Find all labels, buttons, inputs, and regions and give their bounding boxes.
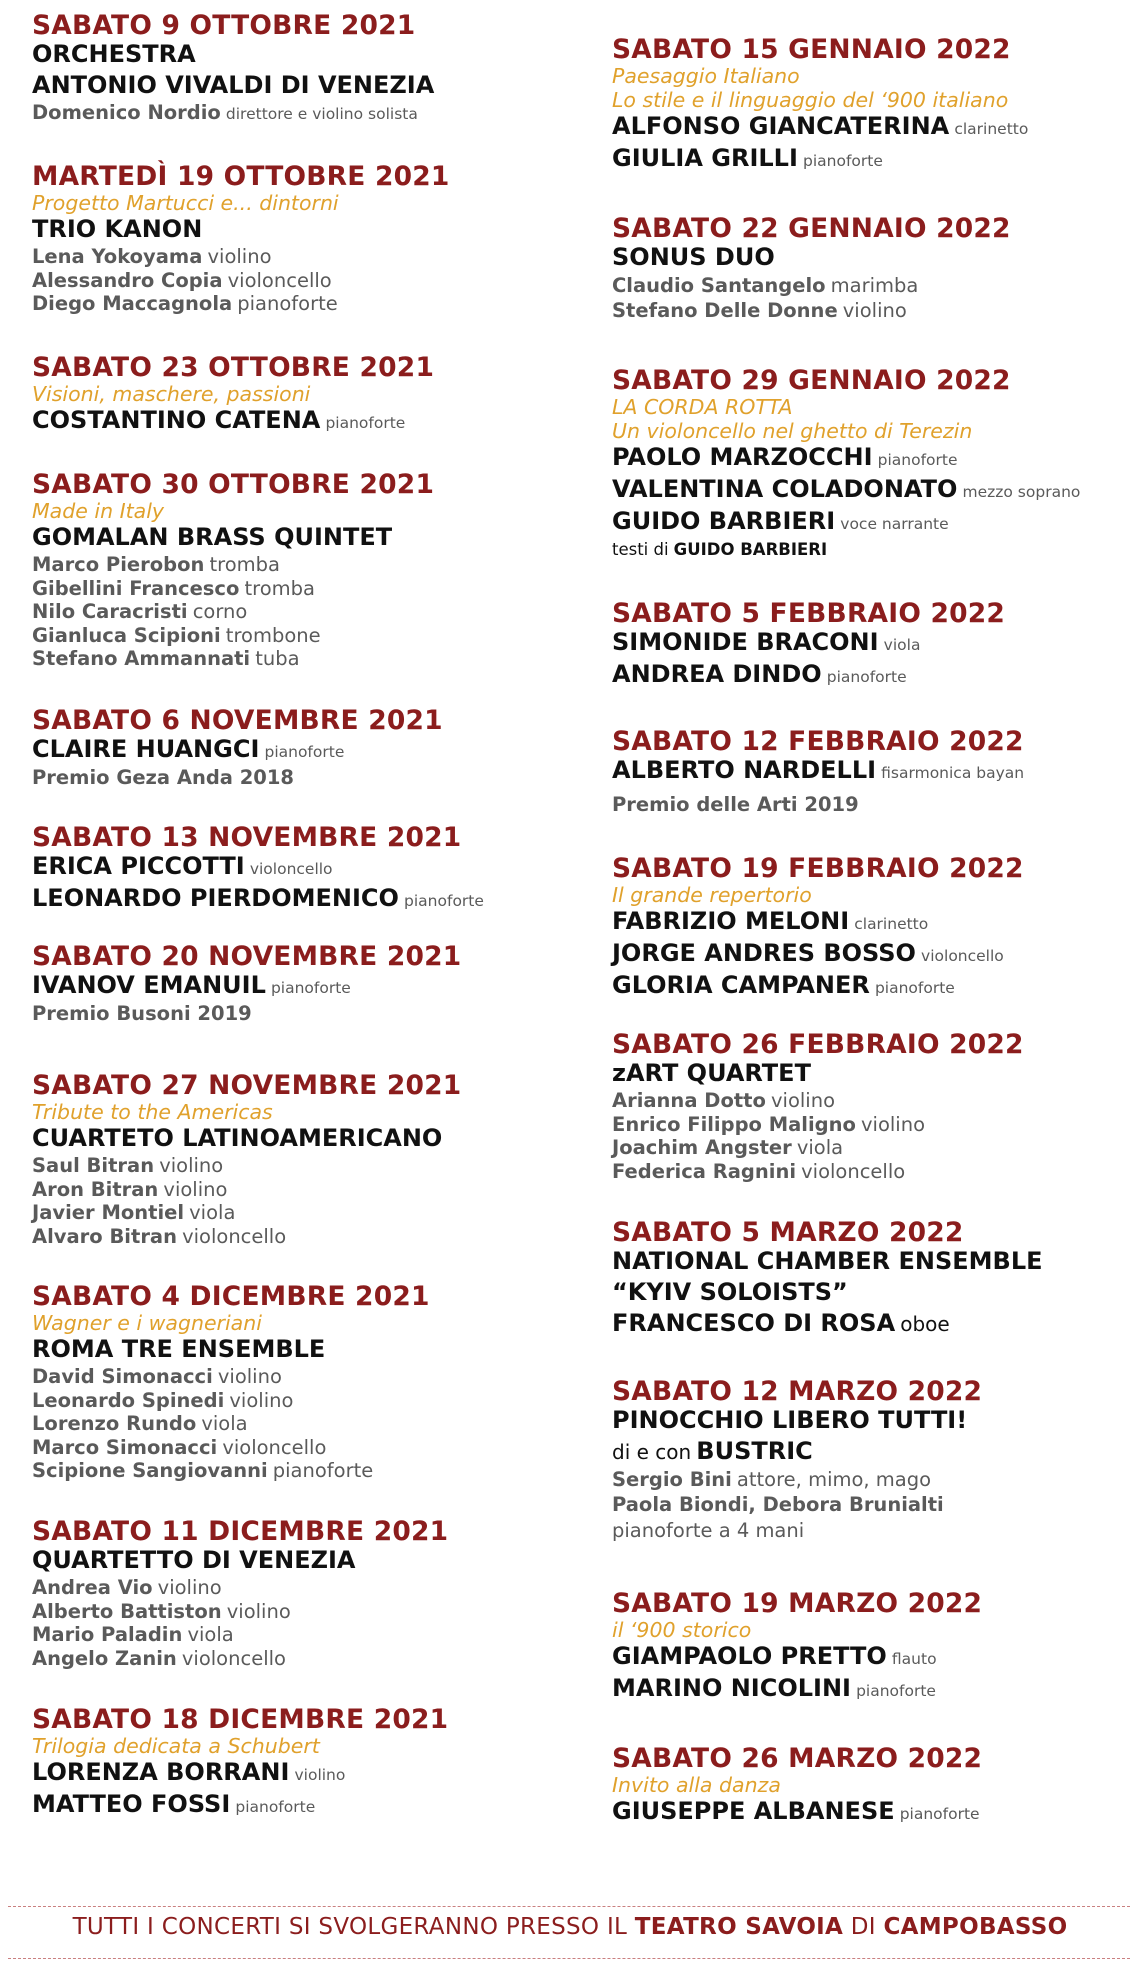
ensemble-member — [32, 1179, 582, 1203]
member-instrument: violoncello — [801, 1159, 906, 1183]
ensemble-member — [32, 554, 582, 578]
member-instrument: tromba — [209, 553, 280, 576]
event-date: SABATO 5 FEBBRAIO 2022 — [612, 598, 1006, 629]
member-name: Alvaro Bitran — [32, 1224, 177, 1248]
performer-line — [612, 907, 1132, 939]
performer-name: JORGE ANDRES BOSSO — [612, 939, 916, 967]
event-date: SABATO 19 FEBBRAIO 2022 — [612, 853, 1024, 884]
performer-instrument: pianoforte — [899, 1805, 980, 1823]
performer-line — [32, 1335, 582, 1366]
performer-name: ROMA TRE ENSEMBLE — [32, 1335, 326, 1363]
member-name: Stefano Delle Donne — [612, 299, 838, 322]
member-instrument: violino — [861, 1112, 926, 1136]
event-date: SABATO 12 FEBBRAIO 2022 — [612, 726, 1024, 757]
event-date: SABATO 26 FEBBRAIO 2022 — [612, 1029, 1024, 1060]
performer-name: COSTANTINO CATENA — [32, 406, 321, 434]
ensemble-member — [32, 1366, 582, 1390]
performer-line — [612, 144, 1132, 176]
event-block — [612, 1745, 1132, 1829]
member-instrument: viola — [796, 1136, 844, 1159]
performer-line — [612, 971, 1132, 1003]
performer-line — [612, 1642, 1132, 1674]
performer-instrument: pianoforte — [877, 451, 958, 469]
event-subtitle: Wagner e i wagneriani — [32, 1311, 262, 1335]
footer-city: CAMPOBASSO — [883, 1914, 1068, 1940]
performer-name: NATIONAL CHAMBER ENSEMBLE — [612, 1247, 1043, 1275]
member-instrument: violino — [163, 1177, 228, 1201]
ensemble-member — [32, 270, 582, 294]
award-note: Premio delle Arti 2019 — [612, 793, 859, 816]
performer-line — [612, 443, 1132, 475]
event-date: SABATO 26 MARZO 2022 — [612, 1743, 983, 1774]
performer-name: LORENZA BORRANI — [32, 1758, 290, 1786]
ensemble-member — [32, 767, 582, 790]
performer-name: ORCHESTRA — [32, 40, 196, 68]
performer-name: ALBERTO NARDELLI — [612, 756, 877, 784]
event-block — [612, 1219, 1132, 1340]
ensemble-member — [32, 1624, 582, 1648]
member-name: Angelo Zanin — [32, 1646, 177, 1670]
member-name: Diego Maccagnola — [32, 292, 233, 315]
event-date: SABATO 30 OTTOBRE 2021 — [32, 469, 435, 500]
performer-line — [32, 523, 582, 554]
event-date: SABATO 6 NOVEMBRE 2021 — [32, 705, 443, 736]
event-date: SABATO 5 MARZO 2022 — [612, 1217, 964, 1248]
performer-name: zART QUARTET — [612, 1059, 811, 1087]
performer-line — [612, 475, 1132, 507]
credit-name: GUIDO BARBIERI — [673, 540, 828, 559]
event-block — [612, 1031, 1132, 1184]
event-subtitle: Progetto Martucci e... dintorni — [32, 191, 339, 215]
ensemble-member — [612, 274, 1132, 299]
member-name: Mario Paladin — [32, 1623, 183, 1646]
performer-name: QUARTETTO DI VENEZIA — [32, 1546, 356, 1574]
member-name: Domenico Nordio — [32, 101, 221, 124]
performer-instrument: pianoforte — [404, 892, 484, 910]
footer-divider-top — [8, 1906, 1130, 1907]
performer-name: ANDREA DINDO — [612, 660, 822, 688]
performer-line — [612, 1797, 1132, 1829]
performer-name: SONUS DUO — [612, 243, 775, 271]
member-name: Federica Ragnini — [612, 1159, 797, 1183]
ensemble-member — [32, 293, 582, 317]
member-name: Marco Pierobon — [32, 553, 205, 576]
event-block — [32, 824, 582, 916]
member-name: Saul Bitran — [32, 1154, 155, 1177]
event-block — [32, 1518, 582, 1671]
member-role: violino — [842, 299, 907, 322]
performer-name: MARINO NICOLINI — [612, 1674, 851, 1702]
performer-name: CUARTETO LATINOAMERICANO — [32, 1124, 443, 1152]
event-subtitle: il ‘900 storico — [612, 1618, 752, 1642]
performer-line — [32, 71, 582, 102]
event-block — [32, 163, 582, 317]
performer-line — [32, 215, 582, 246]
footer-text-connector: DI — [843, 1914, 884, 1940]
ensemble-member — [32, 648, 582, 672]
performer-line — [32, 884, 582, 916]
member-role: marimba — [830, 274, 919, 297]
event-block — [32, 12, 582, 125]
performer-instrument: mezzo soprano — [962, 483, 1081, 501]
event-subtitle: Invito alla danza — [612, 1773, 781, 1797]
ensemble-member — [612, 1161, 1132, 1185]
performer-line — [612, 112, 1132, 144]
performer-line — [32, 1546, 582, 1577]
event-subtitle: Tribute to the Americas — [32, 1100, 273, 1124]
performer-line — [612, 507, 1132, 539]
performer-line — [612, 939, 1132, 971]
event-block — [32, 1706, 582, 1822]
ensemble-member — [612, 1090, 1132, 1114]
member-name: Arianna Dotto — [612, 1089, 766, 1112]
member-name: Enrico Filippo Maligno — [612, 1112, 856, 1136]
credit-prefix: testi di — [612, 540, 669, 559]
member-name: Joachim Angster — [612, 1136, 792, 1159]
ensemble-member — [612, 1114, 1132, 1138]
member-name: Lena Yokoyama — [32, 245, 203, 268]
member-name: Gianluca Scipioni — [32, 623, 221, 647]
performer-line — [32, 1758, 582, 1790]
event-subtitle: Visioni, maschere, passioni — [32, 382, 311, 406]
event-date: SABATO 9 OTTOBRE 2021 — [32, 10, 416, 41]
performer-name: PAOLO MARZOCCHI — [612, 443, 873, 471]
member-instrument: violino — [157, 1576, 222, 1599]
performer-name: LEONARDO PIERDOMENICO — [32, 884, 399, 912]
performer-name: GLORIA CAMPANER — [612, 971, 870, 999]
member-instrument: violoncello — [222, 1435, 327, 1459]
member-name: Stefano Ammannati — [32, 647, 251, 670]
member-instrument: violoncello — [182, 1224, 287, 1248]
ensemble-member — [32, 1460, 582, 1484]
ensemble-member — [32, 1601, 582, 1625]
ensemble-member — [32, 1437, 582, 1461]
event-subtitle: Un violoncello nel ghetto di Terezin — [612, 419, 973, 443]
event-date: MARTEDÌ 19 OTTOBRE 2021 — [32, 161, 450, 192]
event-date: SABATO 27 NOVEMBRE 2021 — [32, 1070, 462, 1101]
performer-name: ANTONIO VIVALDI DI VENEZIA — [32, 71, 435, 99]
member-instrument: violino — [159, 1154, 224, 1177]
performer-instrument: violoncello — [249, 860, 333, 878]
footer-text: TUTTI I CONCERTI SI SVOLGERANNO PRESSO IL — [72, 1914, 635, 1940]
member-name: Scipione Sangiovanni — [32, 1459, 268, 1482]
member-name: Claudio Santangelo — [612, 274, 826, 297]
footer-divider-bottom — [8, 1958, 1130, 1959]
performer-instrument: pianoforte — [270, 979, 351, 997]
performer-instrument: clarinetto — [854, 915, 929, 933]
credit-line — [612, 1437, 1132, 1468]
performer-line — [612, 1247, 1132, 1278]
member-instrument: tuba — [255, 647, 300, 670]
performer-name: VALENTINA COLADONATO — [612, 475, 958, 503]
event-block — [32, 1283, 582, 1484]
performer-name: IVANOV EMANUIL — [32, 971, 266, 999]
event-date: SABATO 29 GENNAIO 2022 — [612, 365, 1011, 396]
ensemble-member — [32, 1003, 582, 1026]
performer-line — [32, 852, 582, 884]
performer-name: ERICA PICCOTTI — [32, 852, 245, 880]
event-date: SABATO 11 DICEMBRE 2021 — [32, 1516, 449, 1547]
performer-instrument: pianoforte — [264, 743, 345, 761]
performer-line — [612, 1278, 1132, 1309]
event-block — [32, 1072, 582, 1249]
member-instrument: violoncello — [227, 268, 332, 292]
member-instrument: tromba — [244, 576, 315, 600]
member-name: Sergio Bini — [612, 1468, 732, 1491]
performer-line — [32, 735, 582, 767]
performer-line — [612, 1674, 1132, 1706]
ensemble-member — [32, 578, 582, 602]
event-date: SABATO 18 DICEMBRE 2021 — [32, 1704, 449, 1735]
member-name: Leonardo Spinedi — [32, 1388, 225, 1412]
event-block — [612, 1378, 1132, 1544]
ensemble-member — [32, 1390, 582, 1414]
performer-instrument: viola — [883, 636, 921, 654]
event-block — [612, 728, 1132, 818]
event-block — [32, 354, 582, 438]
performer-instrument: violino — [294, 1766, 346, 1784]
event-subtitle: Paesaggio Italiano — [612, 64, 800, 88]
member-instrument: viola — [187, 1623, 234, 1646]
footer-venue-note — [0, 1914, 1140, 1940]
member-instrument: violino — [207, 245, 272, 268]
member-name: Gibellini Francesco — [32, 576, 240, 600]
member-name: Nilo Caracristi — [32, 600, 188, 623]
event-subtitle: Made in Italy — [32, 499, 165, 523]
performer-line — [32, 406, 582, 438]
member-instrument: violino — [217, 1365, 282, 1388]
performer-name: PINOCCHIO LIBERO TUTTI! — [612, 1406, 968, 1434]
performer-instrument: pianoforte — [235, 1798, 316, 1816]
event-date: SABATO 22 GENNAIO 2022 — [612, 213, 1011, 244]
ensemble-member — [32, 601, 582, 625]
member-name: Aron Bitran — [32, 1177, 159, 1201]
performer-name: GOMALAN BRASS QUINTET — [32, 523, 393, 551]
event-block — [612, 1590, 1132, 1706]
member-instrument: corno — [192, 600, 248, 623]
performer-instrument: pianoforte — [874, 979, 955, 997]
member-name: Alessandro Copia — [32, 268, 223, 292]
event-block — [32, 943, 582, 1026]
member-name: Premio Busoni 2019 — [32, 1002, 252, 1025]
performer-instrument: fisarmonica bayan — [881, 764, 1025, 782]
performer-line — [32, 1790, 582, 1822]
event-block — [612, 215, 1132, 324]
ensemble-member — [32, 1155, 582, 1179]
member-name: Marco Simonacci — [32, 1435, 218, 1459]
member-instrument: violino — [770, 1089, 835, 1112]
performer-line — [612, 1059, 1132, 1090]
member-name: Paola Biondi, Debora Brunialti — [612, 1493, 944, 1516]
performer-instrument: flauto — [891, 1650, 937, 1668]
ensemble-member — [612, 1493, 1132, 1518]
member-instrument: violino — [226, 1599, 291, 1623]
event-subtitle: Trilogia dedicata a Schubert — [32, 1734, 320, 1758]
member-instrument: pianoforte — [272, 1459, 374, 1482]
member-name: Andrea Vio — [32, 1576, 153, 1599]
member-name: Lorenzo Rundo — [32, 1412, 197, 1435]
ensemble-member — [612, 299, 1132, 324]
event-subtitle: LA CORDA ROTTA — [612, 395, 793, 419]
event-date: SABATO 4 DICEMBRE 2021 — [32, 1281, 430, 1312]
event-date: SABATO 15 GENNAIO 2022 — [612, 34, 1011, 65]
event-block — [612, 855, 1132, 1003]
credit-prefix: di e con — [612, 1440, 692, 1464]
performer-line — [32, 40, 582, 71]
ensemble-member — [32, 1413, 582, 1437]
event-block — [612, 600, 1132, 692]
performer-line — [612, 756, 1132, 788]
performer-name: CLAIRE HUANGCI — [32, 735, 260, 763]
ensemble-member — [32, 102, 582, 125]
performer-name: MATTEO FOSSI — [32, 1790, 231, 1818]
member-name: Premio Geza Anda 2018 — [32, 766, 295, 789]
performer-instrument: violoncello — [921, 947, 1004, 965]
member-role: attore, mimo, mago — [736, 1468, 932, 1491]
event-date: SABATO 23 OTTOBRE 2021 — [32, 352, 435, 383]
performer-instrument: pianoforte — [856, 1682, 936, 1700]
event-date: SABATO 19 MARZO 2022 — [612, 1588, 983, 1619]
event-block — [32, 707, 582, 790]
event-date: SABATO 13 NOVEMBRE 2021 — [32, 822, 462, 853]
ensemble-member — [612, 1137, 1132, 1161]
footer-venue: TEATRO SAVOIA — [634, 1914, 844, 1940]
performer-line — [32, 1124, 582, 1155]
performer-name: TRIO KANON — [32, 215, 203, 243]
event-block — [32, 471, 582, 672]
performer-instrument: oboe — [900, 1312, 950, 1336]
ensemble-member — [32, 1226, 582, 1250]
credit-name: BUSTRIC — [696, 1437, 813, 1465]
member-name: David Simonacci — [32, 1365, 213, 1388]
ensemble-member — [32, 1577, 582, 1601]
credit-line — [612, 539, 1132, 561]
performer-instrument: pianoforte — [803, 152, 883, 170]
member-instrument: viola — [201, 1412, 248, 1435]
performer-instrument: clarinetto — [954, 120, 1029, 138]
member-instrument: violino — [229, 1388, 294, 1412]
performer-name: GUIDO BARBIERI — [612, 507, 836, 535]
performer-instrument: voce narrante — [840, 515, 949, 533]
member-instrument: trombone — [225, 623, 321, 647]
member-instrument: pianoforte — [237, 292, 338, 315]
member-name: Javier Montiel — [32, 1201, 185, 1224]
event-date: SABATO 20 NOVEMBRE 2021 — [32, 941, 462, 972]
member-instrument: violoncello — [181, 1646, 286, 1670]
ensemble-member — [32, 625, 582, 649]
event-date: SABATO 12 MARZO 2022 — [612, 1376, 983, 1407]
performer-name: GIAMPAOLO PRETTO — [612, 1642, 887, 1670]
performer-line — [612, 628, 1132, 660]
ensemble-member — [32, 1202, 582, 1226]
event-subtitle: Lo stile e il linguaggio del ‘900 italiano — [612, 88, 1009, 112]
ensemble-member — [32, 246, 582, 270]
ensemble-member — [612, 1468, 1132, 1493]
member-role: pianoforte a 4 mani — [612, 1519, 805, 1542]
event-block — [612, 36, 1132, 176]
event-block — [612, 367, 1132, 561]
performer-name: FRANCESCO DI ROSA — [612, 1309, 896, 1337]
performer-line — [612, 660, 1132, 692]
performer-line — [612, 1309, 1132, 1340]
performer-name: GIUSEPPE ALBANESE — [612, 1797, 895, 1825]
member-instrument: viola — [189, 1201, 236, 1224]
performer-name: SIMONIDE BRACONI — [612, 628, 879, 656]
performer-instrument: pianoforte — [826, 668, 907, 686]
ensemble-member — [32, 1648, 582, 1672]
performer-line — [32, 971, 582, 1003]
performer-name: “KYIV SOLOISTS” — [612, 1278, 848, 1306]
performer-line — [612, 243, 1132, 274]
performer-name: FABRIZIO MELONI — [612, 907, 850, 935]
performer-line — [612, 1406, 1132, 1437]
performer-name: ALFONSO GIANCATERINA — [612, 112, 950, 140]
performer-instrument: pianoforte — [325, 414, 406, 432]
member-instrument: direttore e violino solista — [225, 105, 418, 123]
event-subtitle: Il grande repertorio — [612, 883, 812, 907]
member-name: Alberto Battiston — [32, 1599, 222, 1623]
performer-name: GIULIA GRILLI — [612, 144, 798, 172]
